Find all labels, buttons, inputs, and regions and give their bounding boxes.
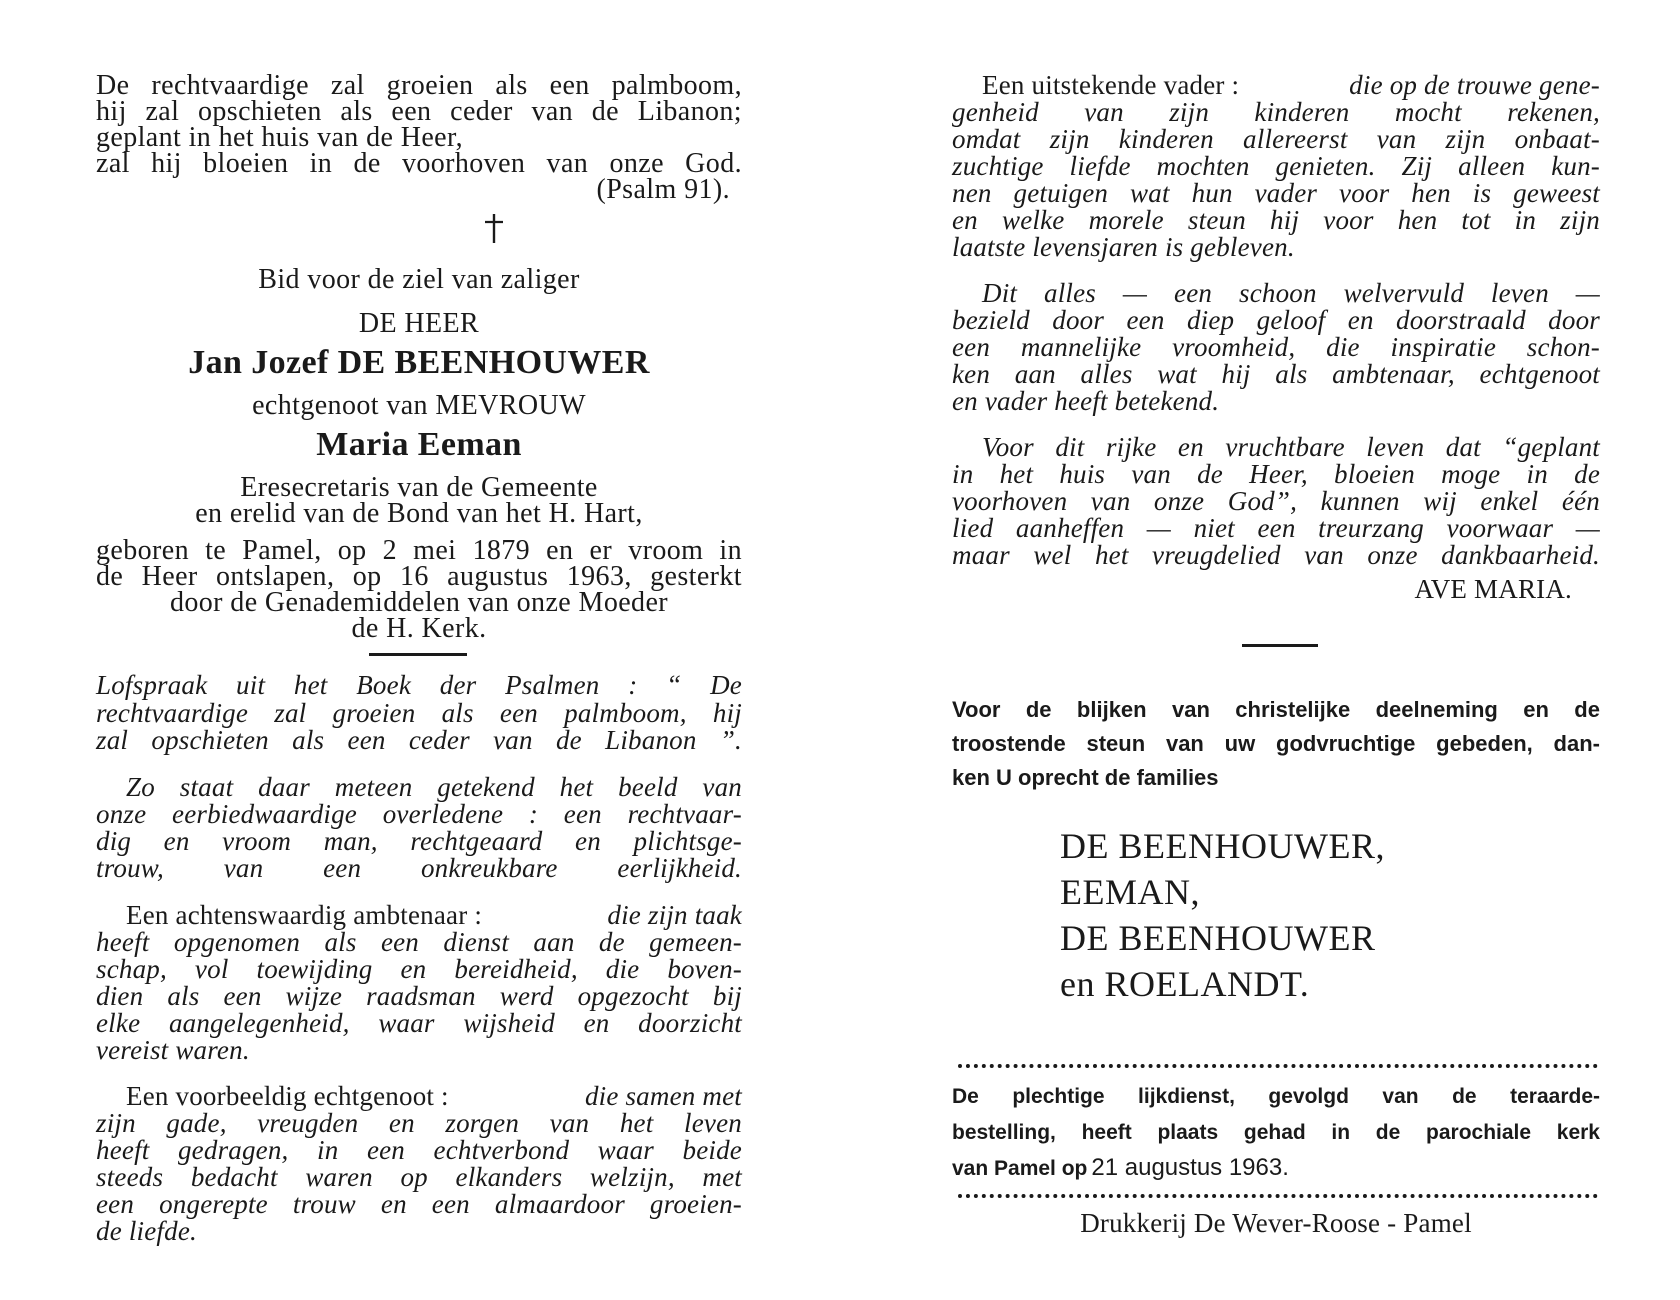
bio-line: door de Genademiddelen van onze Moeder [169, 587, 668, 618]
paragraph-line: lied aanheffen — niet een treurzang voorwaar — [952, 513, 1600, 543]
bio-line: de H. Kerk. [351, 613, 487, 644]
service-line: bestelling, heeft plaats gehad in de parochiale kerk [952, 1121, 1600, 1144]
paragraph-line: zal opschieten als een ceder van de Libanon ”. [96, 725, 742, 755]
paragraph-line: en vader heeft betekend. [952, 386, 1220, 416]
deceased-name: Jan Jozef DE BEENHOUWER [188, 344, 650, 381]
psalm-line: geplant in het huis van de Heer, [96, 122, 464, 153]
paragraph-lead: Een voorbeeldig echtgenoot : [126, 1081, 449, 1111]
psalm-line: zal hij bloeien in de voorhoven van onze God. [96, 148, 742, 179]
paragraph-line: steeds bedacht waren op elkanders welzijn, met [96, 1162, 742, 1192]
family-name: en ROELANDT. [1060, 964, 1310, 1004]
spouse-name: Maria Eeman [316, 426, 522, 463]
paragraph-line: Dit alles — een schoon welvervuld leven — [982, 278, 1600, 308]
paragraph-lead: Een uitstekende vader : [982, 70, 1240, 100]
paragraph-line: een ongerepte trouw en een almaardoor groeien- [96, 1189, 742, 1219]
family-name: DE BEENHOUWER [1060, 918, 1376, 958]
cross-icon [482, 212, 506, 244]
paragraph-line: dien als een wijze raadsman werd opgezocht bij [96, 981, 742, 1011]
service-line [952, 1156, 1600, 1180]
pray-line: Bid voor de ziel van zaliger [258, 264, 580, 295]
bio-line: de Heer ontslapen, op 16 augustus 1963, gesterkt [96, 561, 742, 592]
paragraph-line: Voor dit rijke en vruchtbare leven dat “geplant [982, 432, 1600, 462]
paragraph-line: trouw, van een onkreukbare eerlijkheid. [96, 853, 742, 883]
dotted-separator [958, 1194, 1598, 1198]
paragraph-line: laatste levensjaren is gebleven. [952, 232, 1295, 262]
paragraph-line: genheid van zijn kinderen mocht rekenen, [952, 97, 1600, 127]
paragraph-line: de liefde. [96, 1216, 197, 1246]
service-date: 21 augustus 1963. [1091, 1154, 1289, 1181]
thanks-line: troostende steun van uw godvruchtige gebeden, dan- [952, 731, 1600, 756]
dotted-separator [958, 1064, 1598, 1068]
ave-maria: AVE MARIA. [1414, 574, 1572, 604]
psalm-line: De rechtvaardige zal groeien als een palmboom, [96, 70, 742, 101]
paragraph-line: rechtvaardige zal groeien als een palmboom, hij [96, 698, 742, 728]
paragraph-line: in het huis van de Heer, bloeien moge in de [952, 459, 1600, 489]
thanks-line: Voor de blijken van christelijke deelneming en de [952, 697, 1600, 722]
paragraph-line: omdat zijn kinderen allereerst van zijn onbaat- [952, 124, 1600, 154]
bio-line: geboren te Pamel, op 2 mei 1879 en er vroom in [96, 535, 742, 566]
role-line: Eresecretaris van de Gemeente [240, 472, 598, 503]
paragraph-line: een mannelijke vroomheid, die inspiratie schon- [952, 332, 1600, 362]
paragraph-line: Zo staat daar meteen getekend het beeld van [126, 772, 742, 802]
paragraph-line: en welke morele steun hij voor hen tot in zijn [952, 205, 1600, 235]
paragraph-line: bezield door een diep geloof en doorstraald door [952, 305, 1600, 335]
service-line-bold: van Pamel op [952, 1157, 1088, 1180]
paragraph-line: elke aangelegenheid, waar wijsheid en doorzicht [96, 1008, 742, 1038]
paragraph-line: heeft gedragen, in een echtverbond waar beide [96, 1135, 742, 1165]
paragraph-line: zijn gade, vreugden en zorgen van het leven [96, 1108, 742, 1138]
service-line: De plechtige lijkdienst, gevolgd van de teraarde- [952, 1085, 1600, 1108]
title-heer: DE HEER [358, 308, 480, 339]
paragraph-line: nen getuigen wat hun vader voor hen is geweest [952, 178, 1600, 208]
paragraph-line: heeft opgenomen als een dienst aan de gemeen- [96, 927, 742, 957]
paragraph-line: ken aan alles wat hij als ambtenaar, echtgenoot [952, 359, 1600, 389]
spouse-intro: echtgenoot van MEVROUW [252, 390, 586, 421]
family-name: EEMAN, [1060, 872, 1200, 912]
paragraph-line: vereist waren. [96, 1035, 250, 1065]
paragraph-line: Lofspraak uit het Boek der Psalmen : “ De [96, 670, 742, 700]
paragraph-line: schap, vol toewijding en bereidheid, die boven- [96, 954, 742, 984]
paragraph-lead: Een achtenswaardig ambtenaar : [126, 900, 483, 930]
psalm-line: hij zal opschieten als een ceder van de Libanon; [96, 96, 742, 127]
psalm-reference: (Psalm 91). [596, 174, 730, 205]
divider [369, 653, 467, 656]
family-name: DE BEENHOUWER, [1060, 826, 1385, 866]
paragraph-line: onze eerbiedwaardige overledene : een rechtvaar- [96, 799, 742, 829]
thanks-line: ken U oprecht de families [952, 765, 1219, 790]
paragraph-line: voorhoven van onze God”, kunnen wij enkel één [952, 486, 1600, 516]
paragraph-line: die op de trouwe gene- [1349, 70, 1600, 100]
paragraph-line: dig en vroom man, rechtgeaard en plichtsge- [96, 826, 742, 856]
paragraph-line: die samen met [584, 1081, 742, 1111]
paragraph-line: zuchtige liefde mochten genieten. Zij alleen kun- [952, 151, 1600, 181]
divider [1242, 644, 1318, 647]
paragraph-line: maar wel het vreugdelied van onze dankbaarheid. [952, 540, 1600, 570]
paragraph-line: die zijn taak [607, 900, 742, 930]
printer-line: Drukkerij De Wever-Roose - Pamel [1080, 1208, 1472, 1238]
role-line: en erelid van de Bond van het H. Hart, [195, 498, 643, 529]
